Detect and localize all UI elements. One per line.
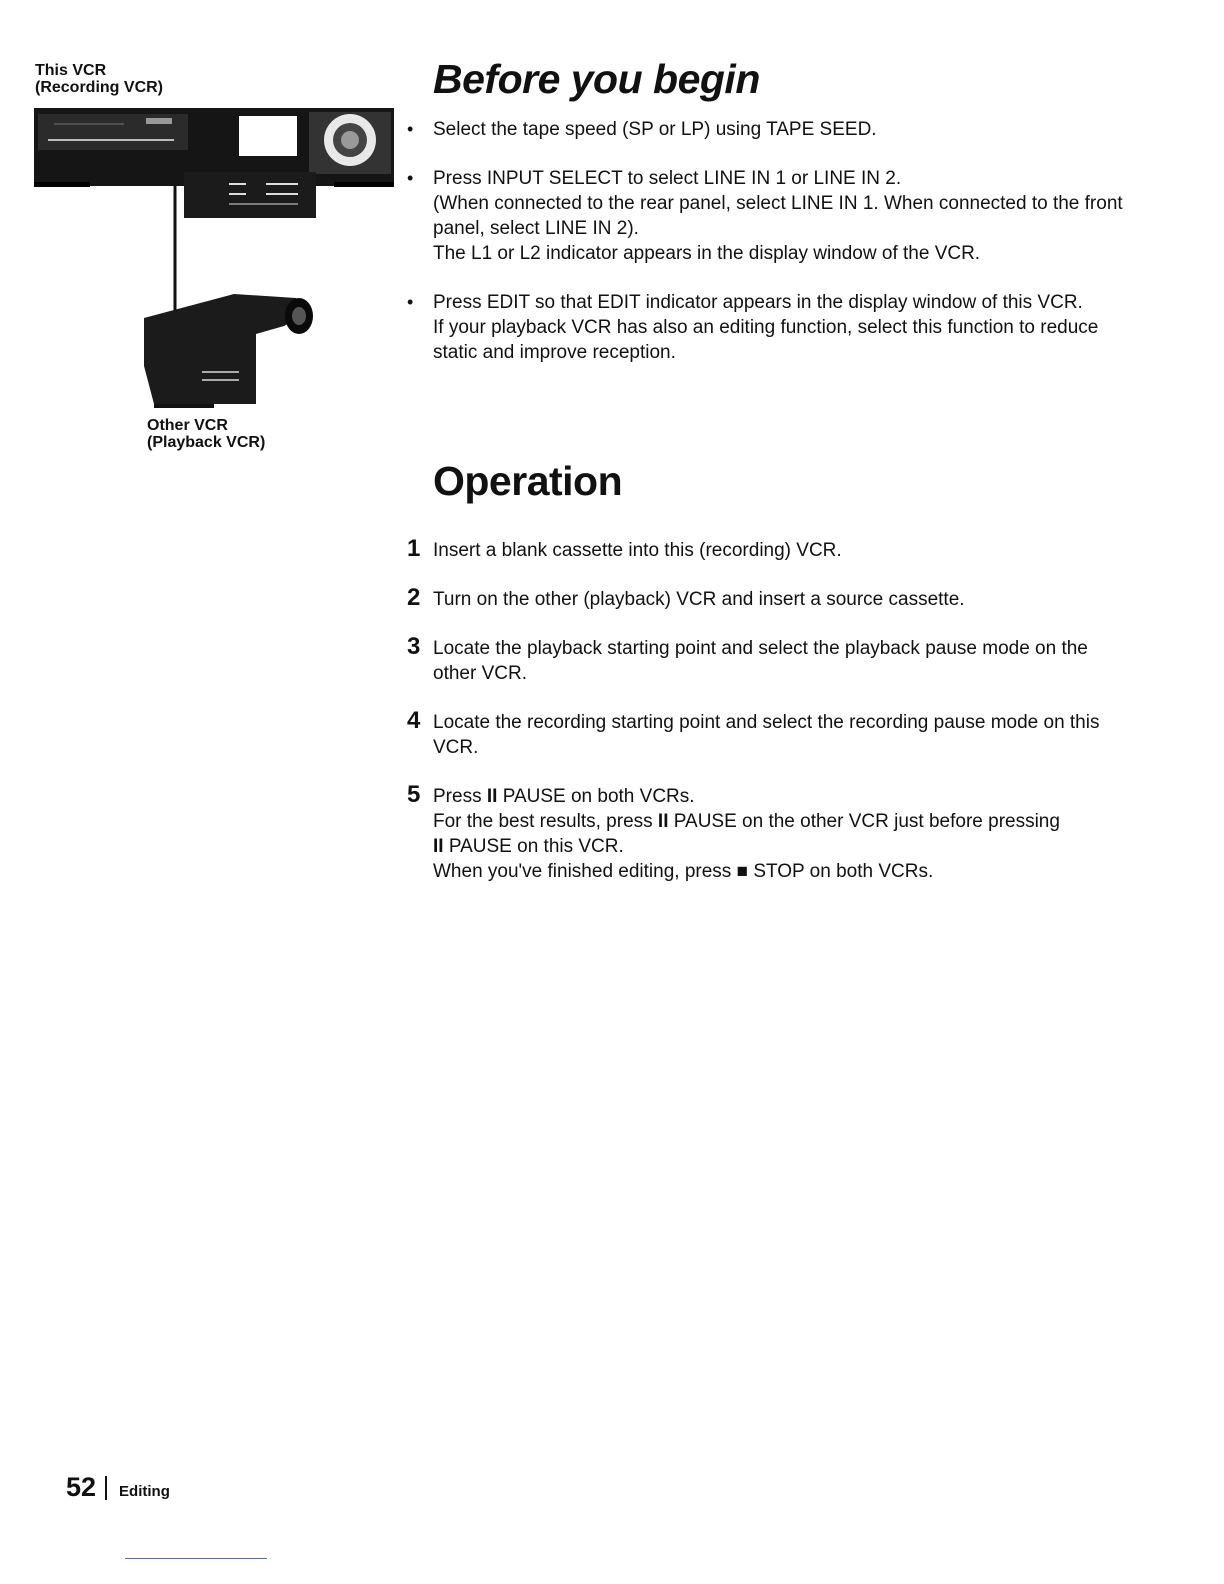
playback-vcr-label-line: Other VCR (147, 417, 228, 434)
step-text: When you've finished editing, press (433, 861, 737, 882)
stop-icon: ■ (736, 861, 749, 882)
step-item (407, 781, 1213, 884)
recording-vcr-label-line: This VCR (35, 62, 107, 79)
step-item (407, 633, 1213, 686)
step-text: For the best results, press (433, 811, 658, 832)
step-line: Locate the recording starting point and select the recording pause mode on this (433, 712, 1100, 733)
vcr-connection-illustration (34, 104, 404, 414)
step-line (433, 834, 1213, 859)
step-line (433, 809, 1213, 834)
bullet-item (433, 117, 1213, 142)
recording-vcr-label (35, 62, 163, 96)
step-text: PAUSE on both VCRs. (497, 786, 695, 807)
bullet-line: The L1 or L2 indicator appears in the display window of the VCR. (433, 243, 981, 264)
bullet-item (433, 166, 1213, 266)
step-line (433, 784, 1213, 809)
step-line: VCR. (433, 737, 479, 758)
step-text: STOP on both VCRs. (748, 861, 934, 882)
recording-vcr-image (34, 108, 394, 218)
section-name: Editing (119, 1483, 170, 1500)
pause-icon: II (657, 811, 669, 832)
step-number: 3 (407, 633, 421, 660)
step-text: PAUSE on this VCR. (443, 836, 624, 857)
step-line: Turn on the other (playback) VCR and insert a source cassette. (433, 589, 965, 610)
bullet-line: static and improve reception. (433, 342, 676, 363)
footer-divider (105, 1476, 107, 1500)
operation-steps-list (407, 535, 1213, 908)
step-number: 5 (407, 781, 421, 808)
before-you-begin-list (433, 117, 1213, 389)
bullet-line: • Press INPUT SELECT to select LINE IN 1 or LINE IN 2. (433, 168, 902, 189)
step-item (407, 707, 1213, 760)
step-item (407, 584, 1213, 612)
step-line: other VCR. (433, 663, 527, 684)
page-number: 52 (66, 1472, 97, 1502)
pause-icon: II (433, 836, 444, 857)
step-line (433, 859, 1213, 884)
before-you-begin-heading: Before you begin (433, 56, 760, 102)
bullet-line: If your playback VCR has also an editing function, select this function to reduce (433, 317, 1099, 338)
bullet-line: panel, select LINE IN 2). (433, 218, 639, 239)
page-footer (66, 1472, 170, 1503)
bullet-line: • Select the tape speed (SP or LP) using TAPE SEED. (433, 119, 877, 140)
playback-camcorder-image (144, 294, 313, 408)
step-line: Insert a blank cassette into this (recording) VCR. (433, 540, 842, 561)
playback-vcr-label (147, 417, 265, 451)
step-number: 1 (407, 535, 421, 562)
operation-heading: Operation (433, 458, 623, 504)
step-text: Press (433, 786, 487, 807)
pause-icon: II (486, 786, 498, 807)
step-item (407, 535, 1213, 563)
bullet-line: (When connected to the rear panel, select LINE IN 1. When connected to the front (433, 193, 1123, 214)
step-text: PAUSE on the other VCR just before pressing (668, 811, 1060, 832)
playback-vcr-label-line: (Playback VCR) (147, 434, 266, 451)
step-number: 2 (407, 584, 421, 611)
step-line: Locate the playback starting point and select the playback pause mode on the (433, 638, 1088, 659)
recording-vcr-label-line: (Recording VCR) (35, 79, 163, 96)
step-number: 4 (407, 707, 421, 734)
bullet-line: • Press EDIT so that EDIT indicator appears in the display window of this VCR. (433, 292, 1083, 313)
bottom-rule (125, 1558, 267, 1559)
bullet-item (433, 290, 1213, 365)
